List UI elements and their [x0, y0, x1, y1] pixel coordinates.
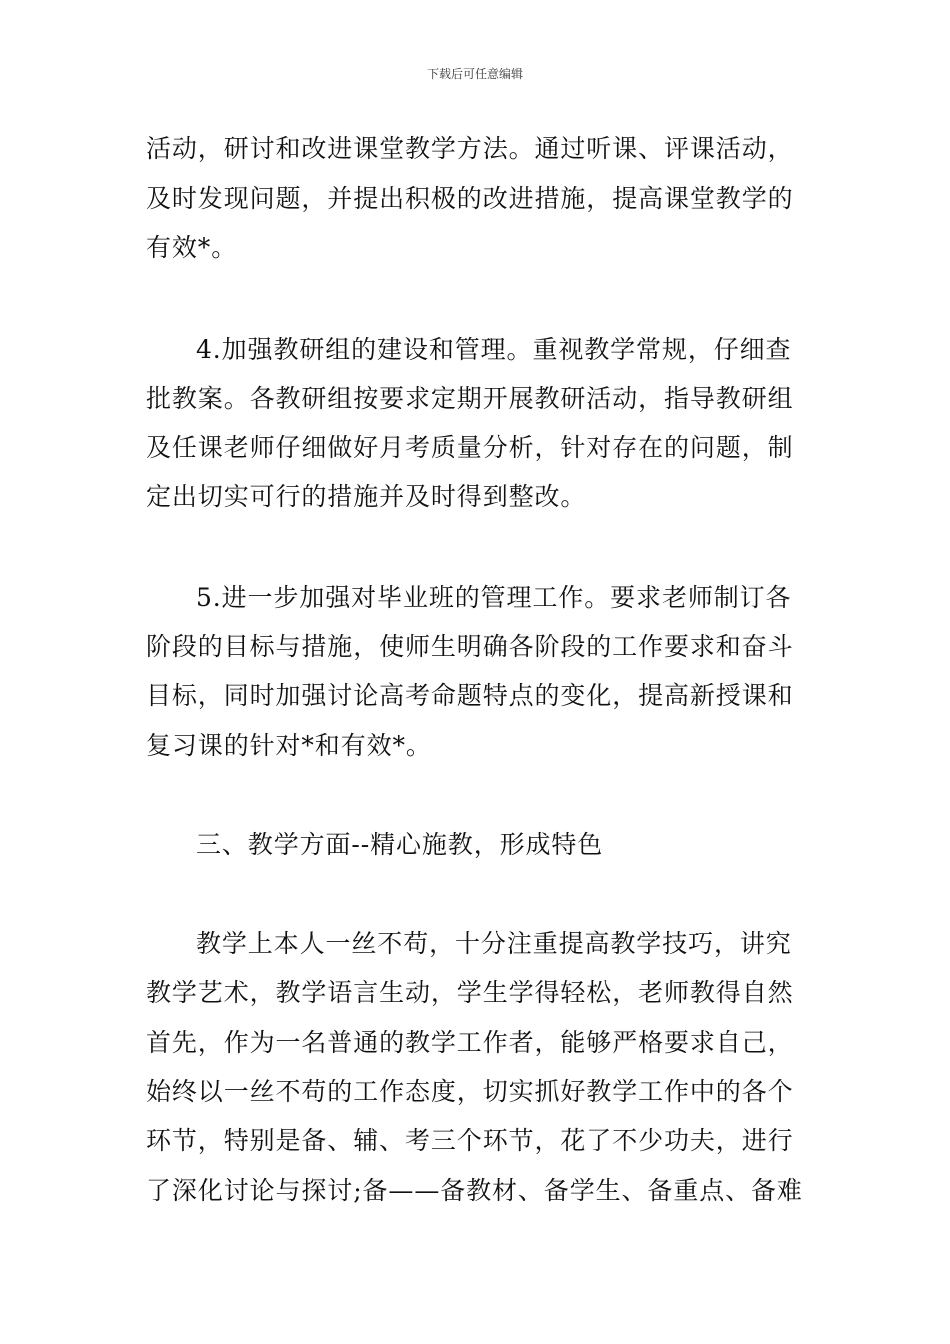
paragraph-3-line-2: 阶段的目标与措施，使师生明确各阶段的工作要求和奋斗: [146, 632, 794, 661]
paragraph-5-line-6: 了深化讨论与探讨;备——备教材、备学生、备重点、备难: [146, 1176, 803, 1205]
paragraph-1-line-2: 及时发现问题，并提出积极的改进措施，提高课堂教学的: [146, 184, 794, 213]
paragraph-2-line-4: 定出切实可行的措施并及时得到整改。: [146, 482, 587, 511]
paragraph-1-line-3: 有效*。: [146, 233, 238, 262]
paragraph-2-line-1: 4.加强教研组的建设和管理。重视教学常规，仔细查: [196, 335, 792, 364]
paragraph-3-line-3: 目标，同时加强讨论高考命题特点的变化，提高新授课和: [146, 681, 794, 710]
section-heading: 三、教学方面--精心施教，形成特色: [196, 830, 604, 859]
paragraph-5-line-2: 教学艺术，教学语言生动，学生学得轻松，老师教得自然: [146, 978, 794, 1007]
paragraph-2-line-3: 及任课老师仔细做好月考质量分析，针对存在的问题，制: [146, 433, 794, 462]
paragraph-5-line-5: 环节，特别是备、辅、考三个环节，花了不少功夫，进行: [146, 1126, 794, 1155]
paragraph-5-line-4: 始终以一丝不苟的工作态度，切实抓好教学工作中的各个: [146, 1077, 794, 1106]
paragraph-3-line-4: 复习课的针对*和有效*。: [146, 731, 432, 760]
paragraph-5-line-1: 教学上本人一丝不苟，十分注重提高教学技巧，讲究: [196, 929, 792, 958]
paragraph-5-line-3: 首先，作为一名普通的教学工作者，能够严格要求自己，: [146, 1028, 794, 1057]
paragraph-1-line-1: 活动，研讨和改进课堂教学方法。通过听课、评课活动，: [146, 134, 794, 163]
paragraph-2-line-2: 批教案。各教研组按要求定期开展教研活动，指导教研组: [146, 384, 794, 413]
page-header: 下载后可任意编辑: [426, 67, 523, 81]
paragraph-3-line-1: 5.进一步加强对毕业班的管理工作。要求老师制订各: [196, 583, 792, 612]
